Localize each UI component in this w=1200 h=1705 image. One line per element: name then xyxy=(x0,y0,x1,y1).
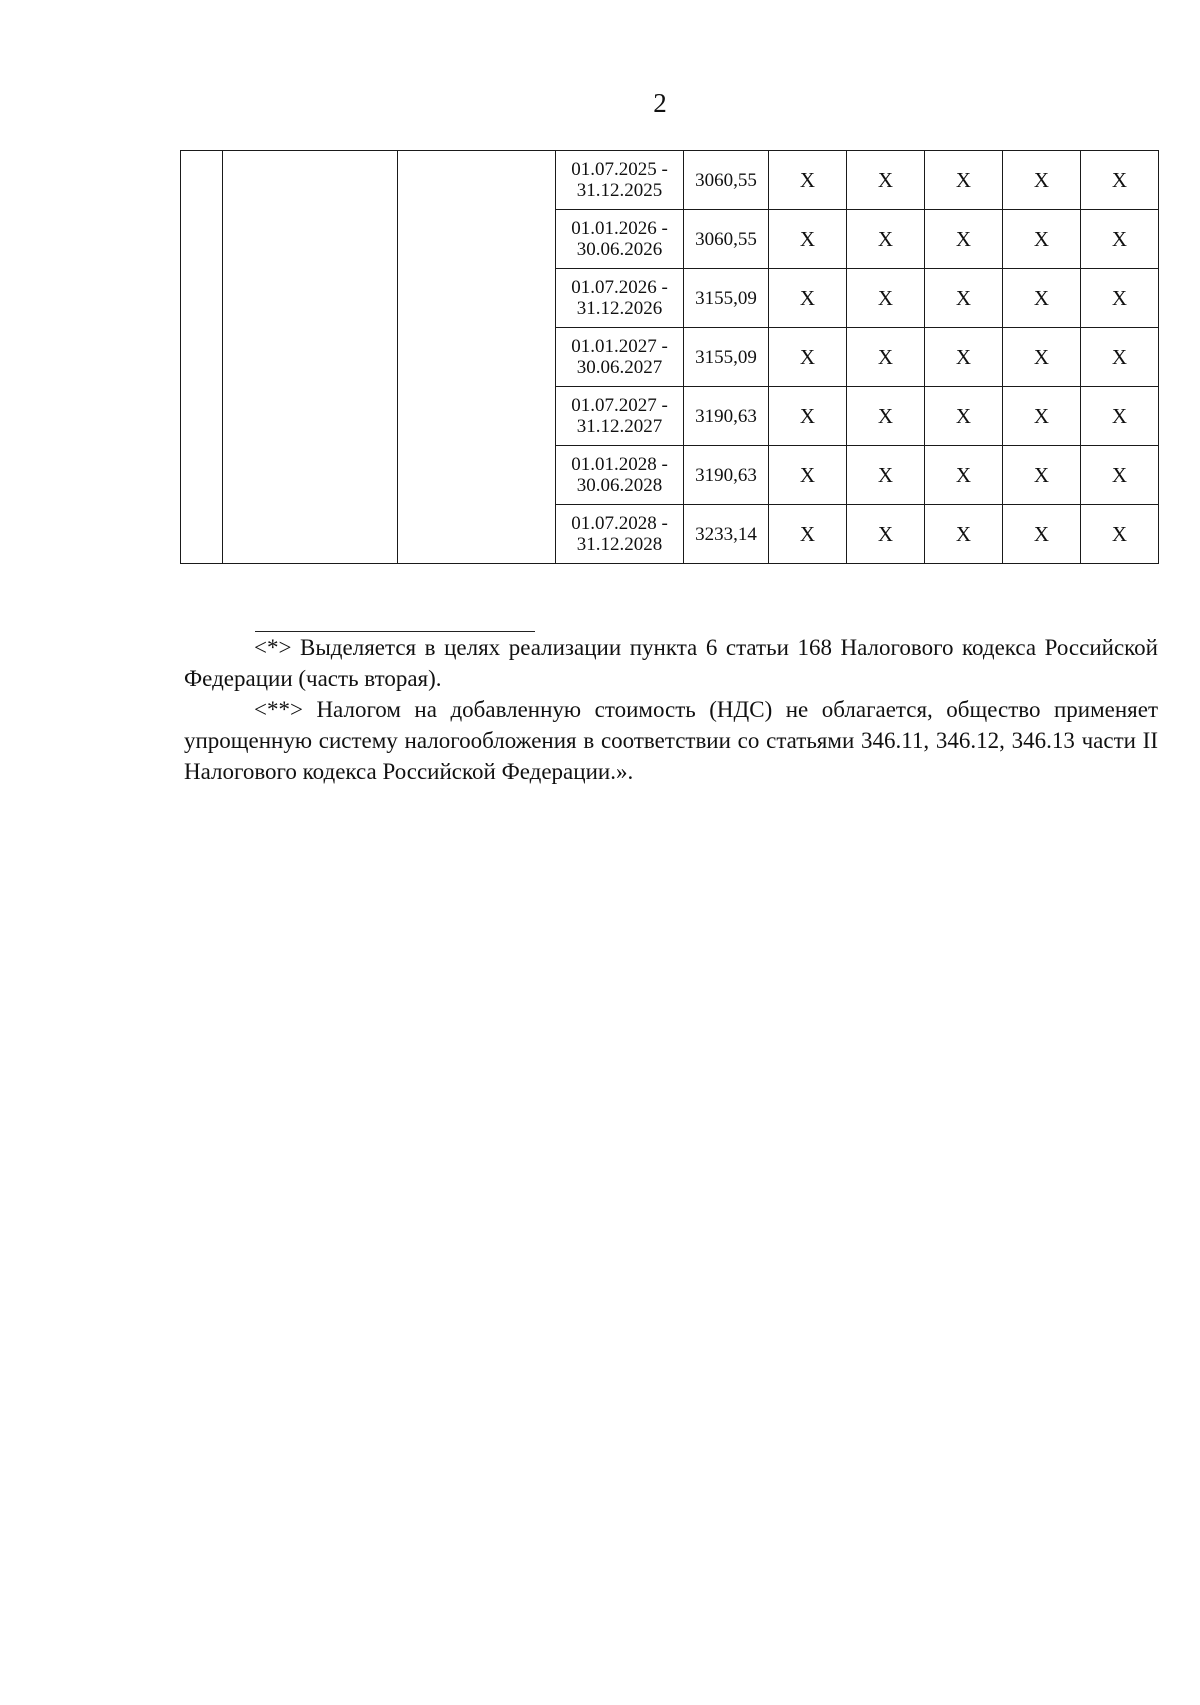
mark-cell: X xyxy=(925,505,1003,564)
period-cell: 01.07.2028 - 31.12.2028 xyxy=(556,505,684,564)
mark-cell: X xyxy=(1003,151,1081,210)
mark-cell: X xyxy=(769,151,847,210)
mark-cell: X xyxy=(1081,151,1159,210)
mark-cell: X xyxy=(769,328,847,387)
value-cell: 3155,09 xyxy=(684,269,769,328)
period-cell: 01.07.2025 - 31.12.2025 xyxy=(556,151,684,210)
mark-cell: X xyxy=(769,446,847,505)
value-cell: 3155,09 xyxy=(684,328,769,387)
mark-cell: X xyxy=(769,210,847,269)
mark-cell: X xyxy=(769,387,847,446)
empty-column-cell xyxy=(181,151,223,564)
mark-cell: X xyxy=(1003,505,1081,564)
tariff-table xyxy=(180,150,1159,564)
mark-cell: X xyxy=(1081,446,1159,505)
mark-cell: X xyxy=(1081,269,1159,328)
mark-cell: X xyxy=(1003,328,1081,387)
value-cell: 3190,63 xyxy=(684,387,769,446)
mark-cell: X xyxy=(1081,210,1159,269)
period-cell: 01.01.2028 - 30.06.2028 xyxy=(556,446,684,505)
footnote-vat-exempt: <**> Налогом на добавленную стоимость (НДС) не облагается, общество применяет упрощенную систему налогообложения в соответствии со статьями 346.11, 346.12, 346.13 части II Налогового кодекса Российской Федерации.». xyxy=(184,697,1158,784)
mark-cell: X xyxy=(1003,210,1081,269)
mark-cell: X xyxy=(847,210,925,269)
mark-cell: X xyxy=(769,269,847,328)
mark-cell: X xyxy=(1081,505,1159,564)
footnote-vat-allocation: <*> Выделяется в целях реализации пункта 6 статьи 168 Налогового кодекса Российской Федерации (часть вторая). xyxy=(184,635,1158,691)
mark-cell: X xyxy=(925,446,1003,505)
mark-cell: X xyxy=(847,328,925,387)
value-cell: 3060,55 xyxy=(684,210,769,269)
mark-cell: X xyxy=(925,269,1003,328)
mark-cell: X xyxy=(1003,269,1081,328)
mark-cell: X xyxy=(847,269,925,328)
mark-cell: X xyxy=(847,446,925,505)
value-cell: 3060,55 xyxy=(684,151,769,210)
period-cell: 01.01.2027 - 30.06.2027 xyxy=(556,328,684,387)
mark-cell: X xyxy=(925,387,1003,446)
value-cell: 3233,14 xyxy=(684,505,769,564)
empty-column-cell xyxy=(398,151,556,564)
value-cell: 3190,63 xyxy=(684,446,769,505)
mark-cell: X xyxy=(925,210,1003,269)
mark-cell: X xyxy=(847,505,925,564)
empty-column-cell xyxy=(223,151,398,564)
mark-cell: X xyxy=(925,151,1003,210)
footnotes xyxy=(184,632,1158,787)
period-cell: 01.07.2026 - 31.12.2026 xyxy=(556,269,684,328)
mark-cell: X xyxy=(847,151,925,210)
page-number: 2 xyxy=(653,88,667,118)
mark-cell: X xyxy=(1003,446,1081,505)
table-row xyxy=(181,151,1159,210)
period-cell: 01.01.2026 - 30.06.2026 xyxy=(556,210,684,269)
mark-cell: X xyxy=(1081,328,1159,387)
mark-cell: X xyxy=(1081,387,1159,446)
mark-cell: X xyxy=(1003,387,1081,446)
mark-cell: X xyxy=(769,505,847,564)
period-cell: 01.07.2027 - 31.12.2027 xyxy=(556,387,684,446)
mark-cell: X xyxy=(925,328,1003,387)
mark-cell: X xyxy=(847,387,925,446)
